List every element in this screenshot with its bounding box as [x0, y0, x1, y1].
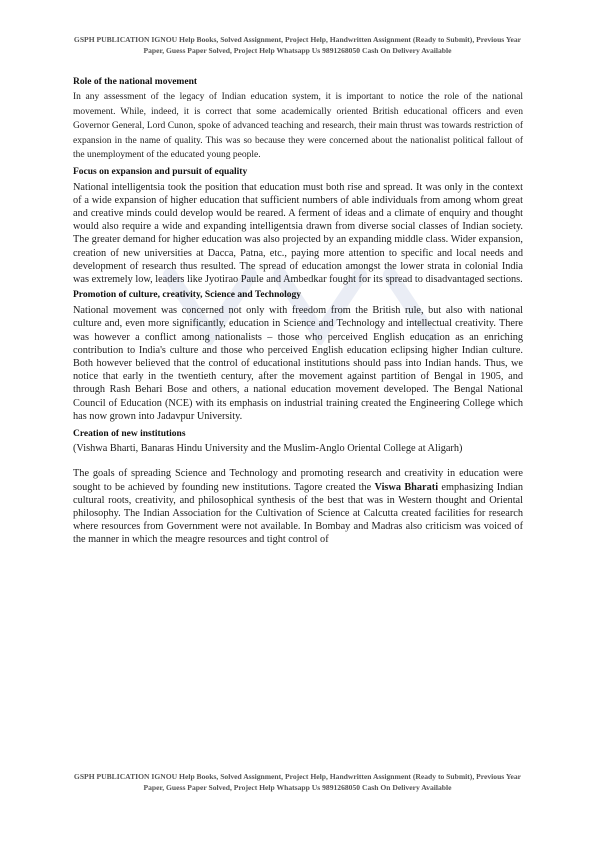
heading-new-institutions: Creation of new institutions: [73, 428, 186, 439]
paragraph-text-part2: emphasizing Indian cultural roots, creativity, and philosophical synthesis of the best that was in Western thought and Oriental philosophy. The Indian Association for the Cultivation of Science at Calcutta created facilities for research where resources from Government were not available. In Bombay and Madras also criticism was voiced of the manner in which the meagre resources and tight control of: [73, 481, 524, 546]
heading-culture-science-technology: Promotion of culture, creativity, Science and Technology: [73, 290, 301, 301]
paragraph-text-part1: The goals of spreading Science and Technology and promoting research and creativity in education were sought to be achieved by founding new institutions. Tagore created the: [73, 468, 523, 493]
paragraph-new-institutions: [73, 467, 523, 546]
paragraph-role-of-national-movement: In any assessment of the legacy of Indian education system, it is important to notice the role of the national movement. While, indeed, it is correct that some academically oriented British educational officers and even Governor General, Lord Cunon, spoke of advanced teaching and research, their main thrust was towards restriction of expansion in the name of quality. This was so because they were concerned about the nationalist political fallout of the unemployment of the educated young people.: [73, 92, 523, 160]
footer-banner: GSPH PUBLICATION IGNOU Help Books, Solved Assignment, Project Help, Handwritten Assignment (Ready to Submit), Previous Year Paper, Guess Paper Solved, Project Help Whatsapp Us 9891268050 Cash On Delivery Available: [73, 772, 522, 792]
heading-role-of-national-movement: Role of the national movement: [73, 77, 198, 87]
paragraph-culture-science-technology: National movement was concerned not only with freedom from the British rule, but also with national culture and, even more significantly, education in Science and Technology and intellectual creativity. There was however a conflict among nationalists – those who perceived English education as an enriching contribution to India's culture and those who perceived English education eclipsing higher Indian culture. Both however believed that the control of educational institutions should pass into Indian hands. Thus, we notice that early in the twentieth century, after the movement against partition of Bengal in 1905, and through Rash Behari Bose and others, a national education movement developed. The Bengal National Council of Education (NCE) with its emphasis on industrial training created the Engineering College which has now grown into Jadavpur University.: [73, 305, 523, 422]
subnote-institutions-list: (Vishwa Bharti, Banaras Hindu University and the Muslim-Anglo Oriental College at Aligarh): [73, 442, 463, 454]
heading-expansion-and-equality: Focus on expansion and pursuit of equality: [73, 166, 248, 177]
header-banner: GSPH PUBLICATION IGNOU Help Books, Solved Assignment, Project Help, Handwritten Assignment (Ready to Submit), Previous Year Paper, Guess Paper Solved, Project Help Whatsapp Us 9891268050 Cash On Delivery Available: [73, 35, 522, 55]
paragraph-expansion-and-equality: National intelligentsia took the position that education must both rise and spread. It was only in the context of a wide expansion of higher education that sufficient numbers of able individuals from among whom great and creative minds could develop would be reared. A ferment of ideas and a climate of enquiry and thought would also require a wide and expanding intelligentsia drawn from diverse social classes of Indian society. The greater demand for higher education was also projected by an expanding middle class. Wider expansion, creation of new universities at Dacca, Patna, etc., paying more attention to specific and local needs and development of research thus resulted. The spread of education amongst the lower strata in colonial India was extremely low, leaders like Jyotirao Paule and Ambedkar fought for its spread to disadvantaged sections.: [73, 181, 523, 285]
document-body: [73, 76, 523, 550]
viswa-bharati-bold: Viswa Bharati: [374, 481, 439, 493]
